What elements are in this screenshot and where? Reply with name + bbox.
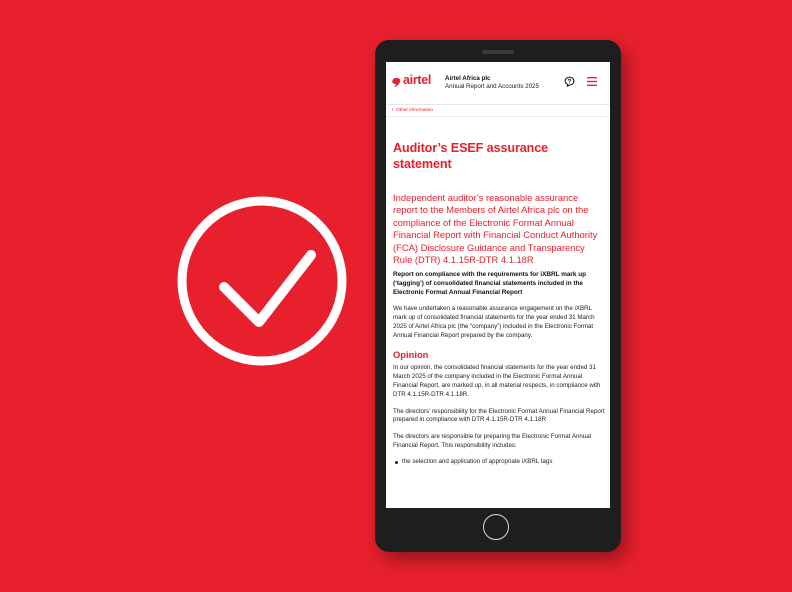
directors-responsibility-paragraph: The directors’ responsibility for the Electronic Format Annual Financial Report prepared in compliance with DTR 4.1.15R-DTR 4.1.18R	[393, 407, 605, 424]
breadcrumb	[392, 108, 433, 114]
opinion-heading: Opinion	[393, 349, 429, 361]
speech-bubble-question-icon[interactable]	[564, 76, 575, 87]
engagement-paragraph: We have undertaken a reasonable assurance engagement on the iXBRL mark up of consolidated financial statements for the year ended 31 March 2025 of Airtel Africa plc (the “company”) included in the Electronic Format Annual Financial Report prepared by the company.	[393, 305, 595, 339]
list-item	[393, 458, 605, 467]
airtel-logo-icon[interactable]	[391, 77, 402, 88]
bullet-dot	[395, 461, 398, 464]
opinion-paragraph: In our opinion, the consolidated financial statements for the year ended 31 March 2025 of the company included in the Electronic Format Annual Financial Report, are marked up, in all material respects, in compliance with DTR 4.1.15R-DTR 4.1.18R.	[393, 364, 601, 398]
breadcrumb-separator: /	[392, 108, 394, 113]
airtel-logo-text[interactable]: airtel	[403, 73, 432, 87]
report-intro-heading: Independent auditor’s reasonable assurance report to the Members of Airtel Africa plc on the compliance of the Electronic Format Annual Financial Report with Financial Conduct Authority (FCA) Disclosure Guidance and Transparency Rule (DTR) 4.1.15R-DTR 4.1.18R	[393, 192, 598, 266]
phone-screen	[386, 62, 610, 508]
phone-speaker	[482, 50, 514, 54]
report-name: Annual Report and Accounts 2025	[445, 83, 539, 90]
list-item-text: the selection and application of appropriate iXBRL tags	[402, 457, 553, 465]
breadcrumb-divider	[386, 116, 610, 117]
hamburger-menu-icon[interactable]	[587, 77, 597, 86]
app-header	[386, 62, 610, 105]
report-subheading: Report on compliance with the requirements for iXBRL mark up (‘tagging’) of consolidated financial statements included in the Electronic Format Annual Financial Report	[393, 271, 587, 296]
company-name: Airtel Africa plc	[445, 75, 491, 82]
home-button[interactable]	[483, 514, 509, 540]
page-content	[393, 118, 605, 467]
circled-checkmark-icon	[176, 195, 348, 367]
page-title: Auditor’s ESEF assurance statement	[393, 141, 549, 171]
phone-device	[375, 40, 621, 552]
breadcrumb-link-other-information[interactable]: Other information	[396, 108, 434, 113]
responsibility-list	[393, 458, 605, 467]
directors-responsible-paragraph: The directors are responsible for preparing the Electronic Format Annual Financial Report. This responsibility includes:	[393, 433, 592, 449]
